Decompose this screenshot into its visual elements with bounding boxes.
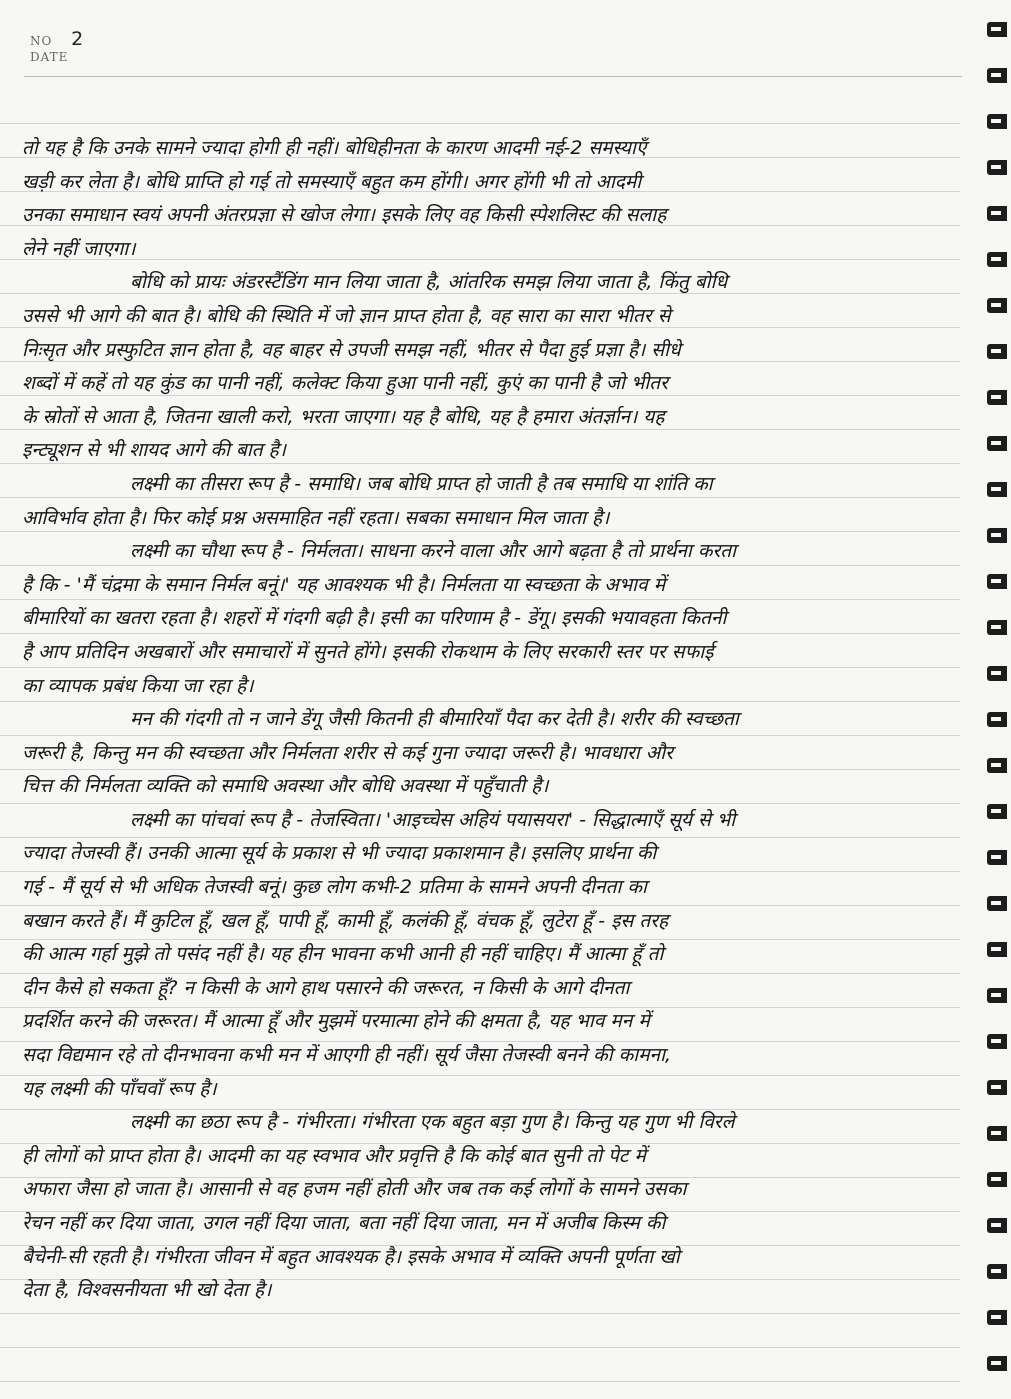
spiral-ring (987, 574, 1007, 589)
spiral-ring (987, 1034, 1007, 1049)
text-line: ही लोगों को प्राप्त होता है। आदमी का यह स्वभाव और प्रवृत्ति है कि कोई बात सुनी तो पेट में (22, 1144, 646, 1167)
spiral-ring (987, 712, 1007, 727)
text-line: है आप प्रतिदिन अखबारों और समाचारों में सुनते होंगे। इसकी रोकथाम के लिए सरकारी स्तर पर सफाई (22, 640, 714, 663)
text-line: बोधि को प्रायः अंडरस्टैंडिंग मान लिया जाता है, आंतरिक समझ लिया जाता है, किंतु बोधि (130, 271, 728, 294)
spiral-ring (987, 390, 1007, 405)
text-line: चित्त की निर्मलता व्यक्ति को समाधि अवस्था और बोधि अवस्था में पहुँचाती है। (22, 775, 549, 798)
spiral-ring (987, 22, 1007, 37)
spiral-ring (987, 436, 1007, 451)
text-line: उससे भी आगे की बात है। बोधि की स्थिति में जो ज्ञान प्राप्त होता है, वह सारा का सारा भीतर से (22, 304, 671, 327)
no-label: NO (30, 34, 53, 48)
spiral-binding (981, 0, 1011, 1399)
spiral-ring (987, 252, 1007, 267)
text-line: लक्ष्मी का छठा रूप है - गंभीरता। गंभीरता एक बहुत बड़ा गुण है। किन्तु यह गुण भी विरले (130, 1111, 735, 1134)
text-line: लेने नहीं जाएगा। (22, 237, 136, 260)
text-line: अफारा जैसा हो जाता है। आसानी से वह हजम नहीं होती और जब तक कई लोगों के सामने उसका (22, 1178, 687, 1201)
text-line: इन्ट्यूशन से भी शायद आगे की बात है। (22, 439, 286, 462)
spiral-ring (987, 298, 1007, 313)
spiral-ring (987, 666, 1007, 681)
spiral-ring (987, 160, 1007, 175)
text-line: मन की गंदगी तो न जाने डेंगू जैसी कितनी ही बीमारियाँ पैदा कर देती है। शरीर की स्वच्छता (130, 708, 739, 731)
text-line: रेचन नहीं कर दिया जाता, उगल नहीं दिया जाता, बता नहीं दिया जाता, मन में अजीब किस्म की (22, 1212, 666, 1234)
text-line: बखान करते हैं। मैं कुटिल हूँ, खल हूँ, पापी हूँ, कामी हूँ, कलंकी हूँ, वंचक हूँ, लुटेरा हूँ - इस तरह (22, 909, 669, 932)
spiral-ring (987, 1126, 1007, 1141)
text-line: उनका समाधान स्वयं अपनी अंतरप्रज्ञा से खोज लेगा। इसके लिए वह किसी स्पेशलिस्ट की सलाह (22, 204, 667, 227)
spiral-ring (987, 942, 1007, 957)
spiral-ring (987, 206, 1007, 221)
spiral-ring (987, 1080, 1007, 1095)
spiral-ring (987, 896, 1007, 911)
handwritten-text-body (22, 132, 982, 1308)
text-line: शब्दों में कहें तो यह कुंड का पानी नहीं, कलेक्ट किया हुआ पानी नहीं, कुएं का पानी है जो भीतर (22, 372, 668, 395)
text-line: लक्ष्मी का पांचवां रूप है - तेजस्विता। 'आइच्चेस अहियं पयासयरा' - सिद्धात्माएँ सूर्य से भी (130, 808, 736, 831)
text-line: गई - मैं सूर्य से भी अधिक तेजस्वी बनूं। कुछ लोग कभी-2 प्रतिमा के सामने अपनी दीनता का (22, 876, 647, 899)
spiral-ring (987, 988, 1007, 1003)
spiral-ring (987, 528, 1007, 543)
spiral-ring (987, 68, 1007, 83)
spiral-ring (987, 114, 1007, 129)
text-line: है कि - 'मैं चंद्रमा के समान निर्मल बनूं।' यह आवश्यक भी है। निर्मलता या स्वच्छता के अभाव में (22, 573, 666, 596)
text-line: यह लक्ष्मी की पाँचवाँ रूप है। (22, 1077, 217, 1100)
spiral-ring (987, 1264, 1007, 1279)
text-line: सदा विद्यमान रहे तो दीनभावना कभी मन में आएगी ही नहीं। सूर्य जैसा तेजस्वी बनने की कामना, (22, 1044, 672, 1067)
page-number: 2 (71, 28, 85, 50)
spiral-ring (987, 1172, 1007, 1187)
spiral-ring (987, 482, 1007, 497)
text-line: प्रदर्शित करने की जरूरत। मैं आत्मा हूँ और मुझमें परमात्मा होने की क्षमता है, यह भाव मन में (22, 1010, 650, 1033)
spiral-ring (987, 344, 1007, 359)
spiral-ring (987, 758, 1007, 773)
spiral-ring (987, 1356, 1007, 1371)
text-line: दीन कैसे हो सकता हूँ? न किसी के आगे हाथ पसारने की जरूरत, न किसी के आगे दीनता (22, 976, 630, 999)
text-line: के स्रोतों से आता है, जितना खाली करो, भरता जाएगा। यह है बोधि, यह है हमारा अंतर्ज्ञान। यह (22, 405, 665, 428)
text-line: की आत्म गर्हा मुझे तो पसंद नहीं है। यह हीन भावना कभी आनी ही नहीं चाहिए। मैं आत्मा हूँ तो (22, 943, 664, 966)
text-line: बैचेनी-सी रहती है। गंभीरता जीवन में बहुत आवश्यक है। इसके अभाव में व्यक्ति अपनी पूर्णता खो (22, 1245, 680, 1268)
spiral-ring (987, 620, 1007, 635)
text-line: तो यह है कि उनके सामने ज्यादा होगी ही नहीं। बोधिहीनता के कारण आदमी नई-2 समस्याएँ (22, 137, 647, 159)
text-line: ज्यादा तेजस्वी हैं। उनकी आत्मा सूर्य के प्रकाश से भी ज्यादा प्रकाशमान है। इसलिए प्रार्थना की (22, 842, 657, 865)
text-line: आविर्भाव होता है। फिर कोई प्रश्न असमाहित नहीं रहता। सबका समाधान मिल जाता है। (22, 506, 610, 529)
text-line: बीमारियों का खतरा रहता है। शहरों में गंदगी बढ़ी है। इसी का परिणाम है - डेंगू। इसकी भयावहता कितनी (22, 607, 727, 630)
text-line: लक्ष्मी का तीसरा रूप है - समाधि। जब बोधि प्राप्त हो जाती है तब समाधि या शांति का (130, 472, 713, 495)
text-line: जरूरी है, किन्तु मन की स्वच्छता और निर्मलता शरीर से कई गुना ज्यादा जरूरी है। भावधारा और (22, 741, 673, 764)
text-line: लक्ष्मी का चौथा रूप है - निर्मलता। साधना करने वाला और आगे बढ़ता है तो प्रार्थना करता (130, 540, 737, 563)
text-line: खड़ी कर लेता है। बोधि प्राप्ति हो गई तो समस्याएँ बहुत कम होंगी। अगर होंगी भी तो आदमी (22, 170, 642, 193)
page-header (30, 28, 84, 72)
text-line: निःसृत और प्रस्फुटित ज्ञान होता है, वह बाहर से उपजी समझ नहीं, भीतर से पैदा हुई प्रज्ञा है। सीधे (22, 338, 681, 361)
header-divider (24, 76, 962, 77)
spiral-ring (987, 1218, 1007, 1233)
spiral-ring (987, 804, 1007, 819)
text-line: देता है, विश्वसनीयता भी खो देता है। (22, 1279, 272, 1302)
date-label: DATE (30, 50, 69, 64)
text-line: का व्यापक प्रबंध किया जा रहा है। (22, 674, 254, 697)
spiral-ring (987, 850, 1007, 865)
spiral-ring (987, 1310, 1007, 1325)
